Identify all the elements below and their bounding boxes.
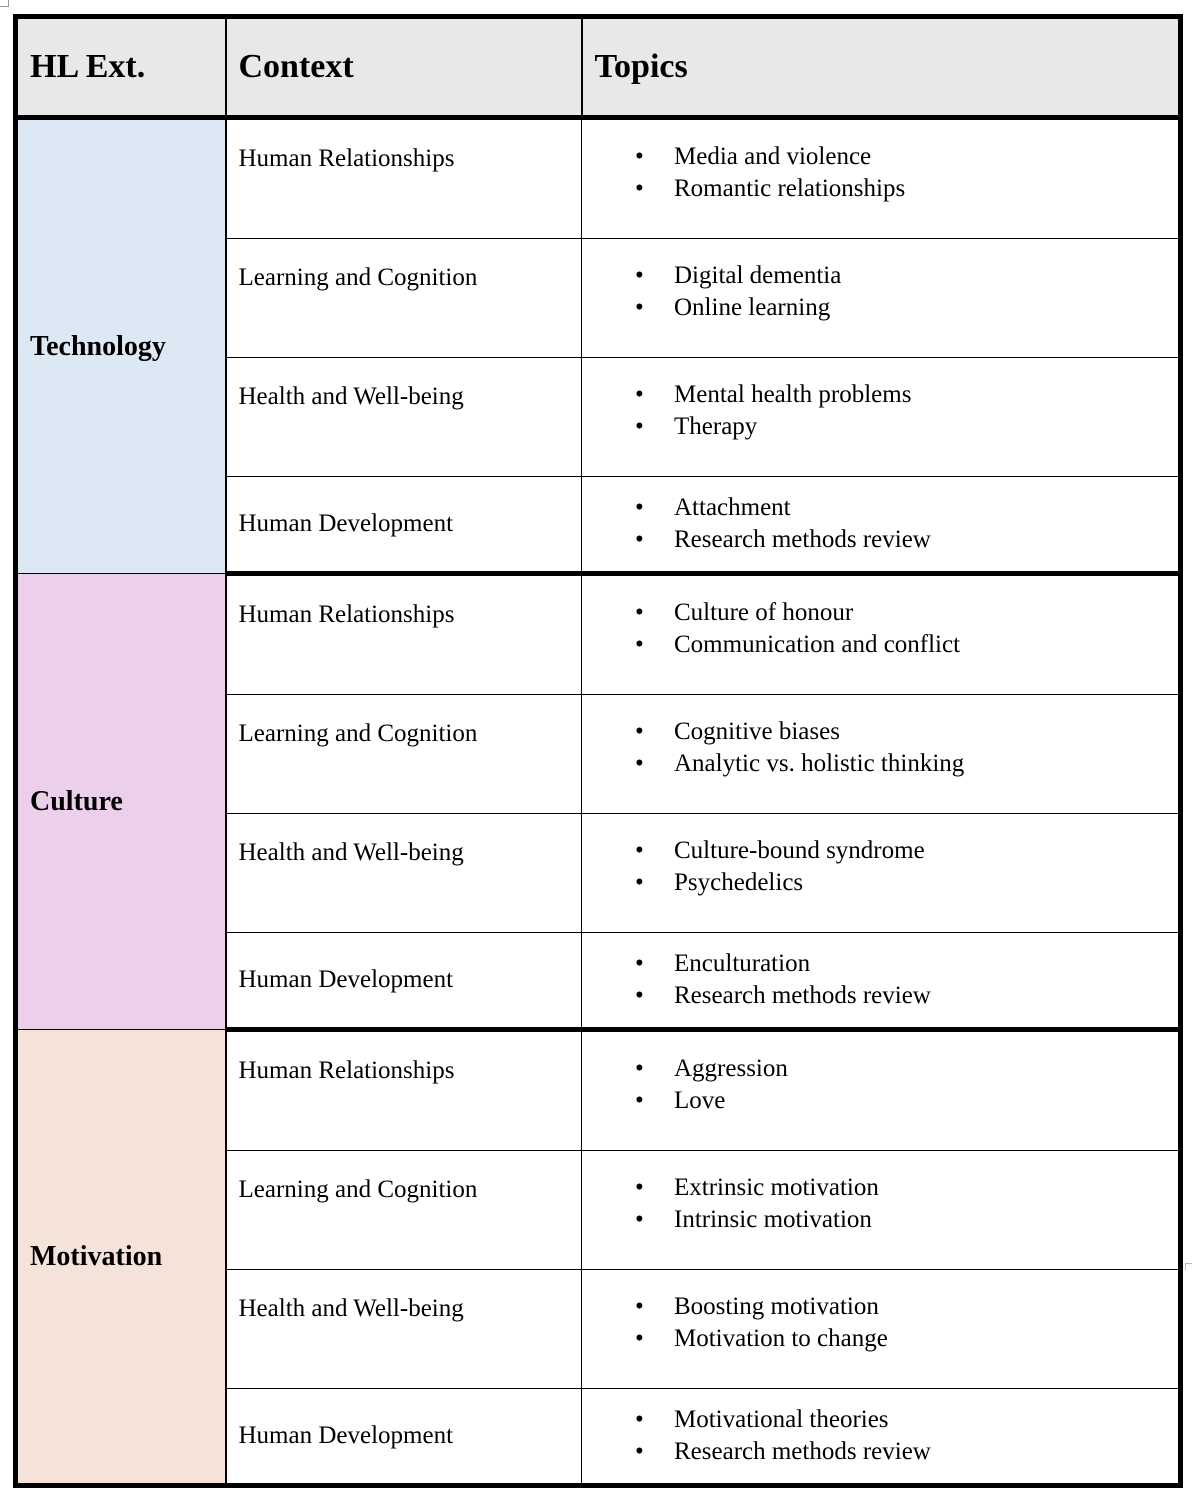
table-row (16, 574, 1181, 695)
topic-item: • Motivational theories (674, 1404, 1178, 1436)
header-hl-ext: HL Ext. (16, 17, 226, 118)
hl-ext-motivation: Motivation (16, 1030, 226, 1486)
corner-crop-mark (1185, 1263, 1192, 1270)
topic-item: • Cognitive biases (674, 716, 1178, 748)
topics-cell (582, 1389, 1181, 1486)
topics-list (582, 1404, 1178, 1468)
topic-item: • Extrinsic motivation (674, 1172, 1178, 1204)
topics-cell (582, 477, 1181, 574)
context-cell: Human Development (226, 477, 582, 574)
topic-item: • Love (674, 1085, 1178, 1117)
topic-item: • Analytic vs. holistic thinking (674, 748, 1178, 780)
topic-item: • Research methods review (674, 524, 1178, 556)
topics-cell (582, 118, 1181, 239)
topic-item: • Media and violence (674, 141, 1178, 173)
topics-cell (582, 1151, 1181, 1270)
context-cell: Learning and Cognition (226, 239, 582, 358)
topics-cell (582, 574, 1181, 695)
topics-list (582, 597, 1178, 661)
topics-list (582, 492, 1178, 556)
topic-item: • Attachment (674, 492, 1178, 524)
topic-item: • Culture of honour (674, 597, 1178, 629)
context-cell: Human Relationships (226, 574, 582, 695)
context-cell: Human Development (226, 1389, 582, 1486)
context-cell: Human Development (226, 933, 582, 1030)
context-cell: Health and Well-being (226, 814, 582, 933)
topics-cell (582, 1270, 1181, 1389)
hl-ext-culture: Culture (16, 574, 226, 1030)
context-cell: Learning and Cognition (226, 695, 582, 814)
topics-cell (582, 1030, 1181, 1151)
corner-crop-mark (0, 0, 9, 7)
topic-item: • Therapy (674, 411, 1178, 443)
topic-item: • Intrinsic motivation (674, 1204, 1178, 1236)
header-topics: Topics (582, 17, 1181, 118)
topics-list (582, 260, 1178, 324)
context-cell: Learning and Cognition (226, 1151, 582, 1270)
topic-item: • Research methods review (674, 1436, 1178, 1468)
topic-item: • Research methods review (674, 980, 1178, 1012)
context-cell: Health and Well-being (226, 358, 582, 477)
topics-list (582, 141, 1178, 205)
hl-ext-technology: Technology (16, 118, 226, 574)
topic-item: • Romantic relationships (674, 173, 1178, 205)
context-cell: Human Relationships (226, 1030, 582, 1151)
header-row (16, 17, 1181, 118)
topic-item: • Enculturation (674, 948, 1178, 980)
table-row (16, 1030, 1181, 1151)
topic-item: • Psychedelics (674, 867, 1178, 899)
topic-item: • Communication and conflict (674, 629, 1178, 661)
topic-item: • Aggression (674, 1053, 1178, 1085)
context-cell: Human Relationships (226, 118, 582, 239)
context-cell: Health and Well-being (226, 1270, 582, 1389)
topics-cell (582, 933, 1181, 1030)
topic-item: • Mental health problems (674, 379, 1178, 411)
table-row (16, 118, 1181, 239)
topics-list (582, 716, 1178, 780)
topics-list (582, 1053, 1178, 1117)
topics-cell (582, 239, 1181, 358)
topics-list (582, 379, 1178, 443)
hl-extension-table (13, 14, 1183, 1488)
topic-item: • Motivation to change (674, 1323, 1178, 1355)
header-context: Context (226, 17, 582, 118)
topics-list (582, 1291, 1178, 1355)
topics-list (582, 835, 1178, 899)
topics-cell (582, 695, 1181, 814)
topic-item: • Online learning (674, 292, 1178, 324)
topics-cell (582, 814, 1181, 933)
topic-item: • Culture-bound syndrome (674, 835, 1178, 867)
topic-item: • Digital dementia (674, 260, 1178, 292)
topics-list (582, 1172, 1178, 1236)
topics-list (582, 948, 1178, 1012)
topic-item: • Boosting motivation (674, 1291, 1178, 1323)
topics-cell (582, 358, 1181, 477)
